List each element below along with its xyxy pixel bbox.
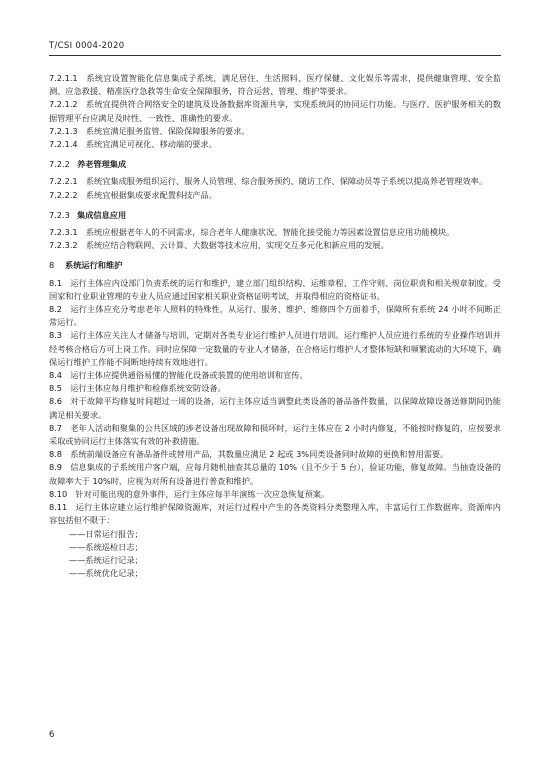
- paragraph-7-2-1-3: 7.2.1.3 系统宜满足服务监管、保险保障服务的要求。: [49, 125, 250, 136]
- paragraph-8-11: 8.11 运行主体应建立运行维护保障资源库，对运行过程中产生的各类资料分类整理入库，丰富运行工作数据库。资源库内容包括但不限于：: [49, 502, 501, 526]
- section-heading-7-2-2: [49, 158, 501, 171]
- paragraph-8-3: 8.3 运行主体应关注人才储备与培训，定期对各类专业运行维护人员进行培训。运行维护人员应进行系统的专业操作培训并经考核合格后方可上岗工作。同时应保障一定数量的专业人才储备，在合格运行维护人才整体短缺和频繁流动的大环境下，确保运行维护工作能不间断地持续有效地进行。: [49, 330, 501, 367]
- page-number: 6: [49, 730, 55, 740]
- section-number: 7.2.3: [49, 209, 70, 220]
- paragraph-8-8: 8.8 系统前端设备应有备品备件或替用产品，其数量应满足 2 起或 3%同类设备同时故障的更换和替用需要。: [49, 449, 449, 460]
- paragraph-7-2-1-1: 7.2.1.1 系统宜设置智能化信息集成子系统，满足居住、生活照料、医疗保健、文化娱乐等需求，提供健康管理、安全监测、应急救援、精准医疗急救等生命安全保障服务，符合运营、管理、维护等要求。: [49, 73, 501, 97]
- list-item: ——系统运行记录；: [69, 554, 143, 565]
- section-title: 集成信息应用: [77, 209, 127, 220]
- document-body: [49, 72, 501, 580]
- list-item: ——日常运行报告；: [69, 528, 143, 539]
- paragraph-8-6: 8.6 对于故障平均修复时间超过一周的设备，运行主体应适当调整此类设备的备品备件数量，以保障故障设备送修期间仍能满足相关要求。: [49, 396, 501, 420]
- paragraph-8-9: 8.9 信息集成的子系统用户客户端，应每月随机抽查其总量的 10%（且不少于 5 台），验证功能，修复故障。当抽查设备的故障率大于 10%时，应视为对所有设备进行普查和维护。: [49, 462, 501, 486]
- paragraph-8-4: 8.4 运行主体应提供通俗易懂的智能化设备或装置的使用培训和宣传。: [49, 370, 308, 381]
- paragraph-8-7: 8.7 老年人活动和聚集的公共区域的涉老设备出现故障和损坏时，运行主体应在 2 小时内修复，不能按时修复的，应按要求采取或协同运行主体落实有效的补救措施。: [49, 422, 501, 447]
- paragraph-7-2-3-1: 7.2.3.1 系统应根据老年人的不同需求，综合老年人健康状况、智能化接受能力等因素设置信息应用功能模块。: [49, 227, 455, 238]
- section-number: 7.2.2: [49, 159, 70, 170]
- paragraph-8-2: 8.2 运行主体应充分考虑老年人照料的特殊性，从运行、服务、维护、维修四个方面着手，保障所有系统 24 小时不间断正常运行。: [49, 304, 501, 328]
- list-item: ——系统巡检日志；: [69, 541, 143, 552]
- paragraph-7-2-1-4: 7.2.1.4 系统宜满足可视化、移动端的要求。: [49, 139, 217, 150]
- section-number: 8: [49, 260, 55, 271]
- paragraph-7-2-1-2: 7.2.1.2 系统宜提供符合网络安全的建筑及设备数据库资源共享，实现系统间的协同运行功能。与医疗、医护服务相关的数据管理平台应满足及时性、一致性、准确性的要求。: [49, 99, 501, 123]
- paragraph-7-2-2-2: 7.2.2.2 系统宜根据集成要求配置科技产品。: [49, 189, 217, 200]
- paragraph-7-2-2-1: 7.2.2.1 系统宜集成服务组织运行、服务人员管理、综合服务预约、随访工作、保障动员等子系统以提高养老管理效率。: [49, 176, 488, 187]
- paragraph-8-1: 8.1 运行主体应内设部门负责系统的运行和维护，建立部门组织结构、运维章程、工作守则、岗位职责和相关规章制度。受国家和行业职业管理的专业人员应通过国家相关职业资格证明考试，并取得相应的资格证书。: [49, 277, 501, 301]
- paragraph-8-5: 8.5 运行主体应每月维护和检修系统安防设备。: [49, 383, 226, 394]
- section-title: 养老管理集成: [77, 159, 127, 170]
- paragraph-8-10: 8.10 针对可能出现的意外事件，运行主体应每半年演练一次应急恢复预案。: [49, 488, 330, 499]
- section-title: 系统运行和维护: [65, 260, 123, 271]
- list-item: ——系统优化记录；: [69, 568, 143, 579]
- section-heading-8: [49, 259, 501, 272]
- doc-code-header: T/CSI 0004-2020: [49, 41, 125, 51]
- header-rule: [49, 55, 501, 56]
- section-heading-7-2-3: [49, 209, 501, 222]
- paragraph-7-2-3-2: 7.2.3.2 系统应结合物联网、云计算、大数据等技术应用，实现交互多元化和新应用的发展。: [49, 240, 389, 251]
